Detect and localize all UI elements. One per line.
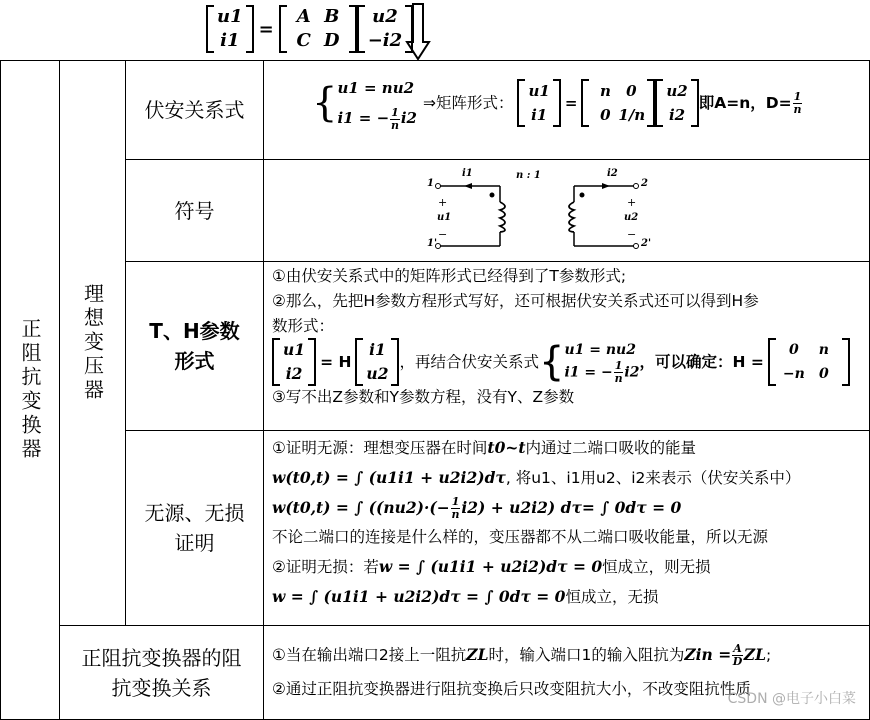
vcr-eq1: u1 = nu2 [337,79,415,97]
th-line3: ③写不出Z参数和Y参数方程，没有Y、Z参数 [272,388,575,406]
matrix-d: D [323,30,340,51]
lhs-u1: u1 [217,6,243,27]
matrix-c: C [296,30,311,51]
matrix-b: B [324,6,340,27]
port-1-label: 1 [427,178,434,189]
h-equals: = H [320,352,352,371]
lossless-label-cell [125,430,264,626]
symbol-content-cell [263,159,870,262]
port-2-label: 2 [641,178,648,189]
terminal-2p [634,244,639,249]
lossless-line4: 不论二端口的连接是什么样的，变压器都不从二端口吸收能量，所以无源 [272,528,769,546]
impedance-content-cell: ①当在输出端口2接上一阻抗ZL时，输入端口1的输入阻抗为Zin = $\frac{A}{D}$ ZL; ②通过正阻抗变换器进行阻抗变换后只改变阻抗大小，不改变阻抗性质 [263,625,870,720]
vcr-label: 伏安关系式 [144,98,245,122]
th-content-cell: ①由伏安关系式中的矩阵形式已经得到了T参数形式; ②那么，先把H参数方程形式写好，还可根据伏安关系式还可以得到H参 数形式： u1 i2 = H i1 u2 ，再结合伏安关系式 { u1 = nu2 i1 = − $\frac{1}{n}$ i2 ，可以确定：H = 0 n −n 0 ③写不出Z参数和Y参数方程，没有Y、Z参数 [263,261,870,431]
side-label: 正阻抗变换器 [18,318,42,462]
vcr-matrix-coef: n 0 0 1/n [581,79,655,127]
vcr-label-cell [125,60,264,160]
h-lhs-vector: u1 i2 [272,338,316,386]
lossless-label: 无源、无损证明 [144,501,245,555]
impedance-line1a: ①当在输出端口2接上一阻抗 [272,646,467,664]
h-matrix: 0 n −n 0 [768,338,850,386]
matrix-a: A [296,6,311,27]
u1-minus: − [438,228,448,241]
terminal-2 [634,184,639,189]
symbol-label-cell [125,159,264,262]
group-label-cell [59,60,126,626]
group-label: 理想变压器 [80,283,105,403]
vcr-matrix-rhs: u2 i2 [655,79,698,127]
symbol-label: 符号 [174,198,215,223]
vcr-matrix-lhs: u1 i1 [517,79,560,127]
impedance-label-cell [59,625,264,720]
th-label-cell [125,261,264,431]
th-label: T、H参数形式 [149,319,240,373]
rhs-i2: −i2 [367,30,403,51]
lossless-line1: ①证明无源：理想变压器在时间 [272,439,488,457]
th-line2b: 数形式： [272,317,335,335]
th-line2a: ②那么，先把H参数方程形式写好，还可根据伏安关系式还可以得到H参 [272,292,759,310]
vcr-tail: 即A=n，D= [698,93,792,112]
th-line1: ①由伏安关系式中的矩阵形式已经得到了T参数形式; [272,267,627,285]
lhs-i1: i1 [220,30,240,51]
lossless-line6: w = ∫ (u1i1 + u2i2)dτ = ∫ 0dτ = 0 [272,587,566,606]
down-arrow-icon [405,2,431,62]
abcd-matrix [279,5,357,53]
terminal-1 [436,184,441,189]
u1-label: u1 [437,212,452,223]
lhs-vector [206,5,254,53]
current-i2-label: i2 [607,168,618,179]
watermark: CSDN @电子小白菜 [727,691,856,707]
impedance-line2: ②通过正阻抗变换器进行阻抗变换后只改变阻抗大小，不改变阻抗性质 [272,680,751,698]
impedance-label: 正阻抗变换器的阻抗变换关系 [81,645,242,700]
side-label-cell [0,60,60,720]
lossless-line3: w(t0,t) = ∫ ((nu2)·(− [272,498,450,517]
lossless-content-cell: ①证明无源：理想变压器在时间t0~t内通过二端口吸收的能量 w(t0,t) = ∫ (u1i1 + u2i2)dτ, 将u1、i1用u2、i2来表示（伏安关系中） w(t0,t) = ∫ ((nu2)·(− $\frac{1}{n}$ i2) + u2i2) dτ= ∫ 0dτ = 0 不论二端口的连接是什么样的，变压器都不从二端口吸收能量，所以无源 ②证明无损：若w = ∫ (u1i1 + u2i2)dτ = 0恒成立，则无损 w = ∫ (u1i1 + u2i2)dτ = ∫ 0dτ = 0恒成立，无损 [263,430,870,626]
rhs-u2: u2 [372,6,398,27]
port-1p-label: 1' [427,238,438,249]
port-2p-label: 2' [641,238,652,249]
turns-ratio-label: n : 1 [516,170,541,181]
th-combine-text: ，再结合伏安关系式 [399,352,539,371]
u1-plus: + [438,196,448,209]
vcr-eq2-lhs: i1 = − [337,109,390,127]
u2-label: u2 [624,212,639,223]
equals-sign: = [258,18,274,40]
current-i1-label: i1 [462,168,473,179]
u2-minus: − [627,228,637,241]
th-confirm: ，可以确定：H = [639,352,764,371]
vcr-content-cell: { u1 = nu2 i1 = − $\frac{1}{n}$ i2 ⇒矩阵形式： u1 i1 = n 0 0 1/n u2 i2 即A=n，D= $\frac{1}{n}$ [263,60,870,160]
lossless-line2: w(t0,t) = ∫ (u1i1 + u2i2)dτ [272,468,506,487]
lossless-line5: ②证明无损：若 [272,558,379,576]
u2-plus: + [627,196,637,209]
vcr-arrow-text: ⇒矩阵形式： [422,93,514,112]
h-rhs-vector: i1 u2 [355,338,399,386]
